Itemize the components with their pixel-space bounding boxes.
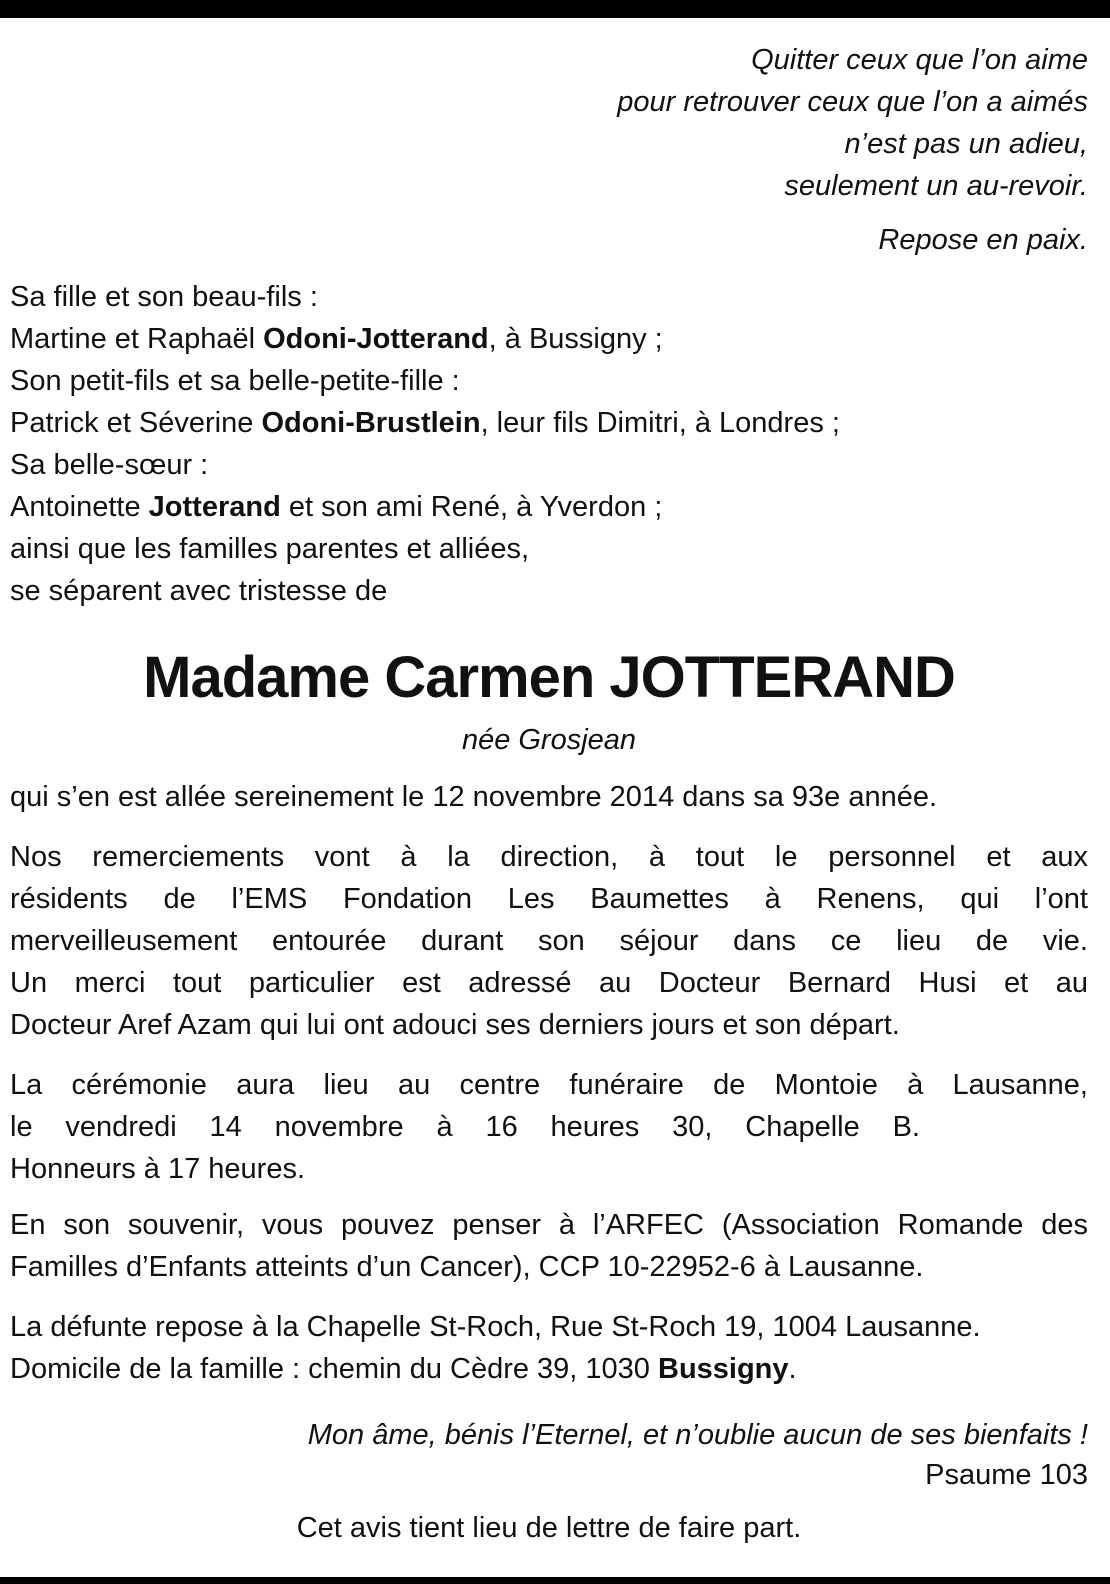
family-line [10, 276, 1088, 318]
family-surname: Jotterand [148, 491, 281, 523]
poem [10, 39, 1088, 207]
repose-text: Repose en paix. [878, 224, 1088, 256]
family-line [10, 318, 1088, 360]
donation-line: En son souvenir, vous pouvez penser à l’ARFEC (Association Romande des [10, 1209, 1088, 1241]
family-line [10, 528, 1088, 570]
bottom-border [0, 1577, 1110, 1584]
ceremony-line: La cérémonie aura lieu au centre funéraire de Montoie à Lausanne, [10, 1069, 1088, 1101]
family-text: ainsi que les familles parentes et alliées, [10, 533, 530, 565]
thanks-line: résidents de l’EMS Fondation Les Baumettes à Renens, qui l’ont [10, 883, 1088, 915]
thanks-line: Docteur Aref Azam qui lui ont adouci ses derniers jours et son départ. [10, 1009, 900, 1041]
address-end: . [788, 1353, 797, 1385]
address-paragraph [10, 1306, 1088, 1390]
thanks-line: merveilleusement entourée durant son séjour dans ce lieu de vie. [10, 925, 1088, 957]
family-line [10, 570, 1088, 612]
family-text: se séparent avec tristesse de [10, 575, 388, 607]
closing-note: Cet avis tient lieu de lettre de faire part. [296, 1512, 802, 1544]
family-text: Sa belle-sœur : [10, 449, 209, 481]
poem-line: pour retrouver ceux que l’on a aimés [617, 86, 1088, 118]
thanks-line: Nos remerciements vont à la direction, à tout le personnel et aux [10, 841, 1088, 873]
ceremony-paragraph [10, 1064, 1088, 1190]
family-text: Son petit-fils et sa belle-petite-fille : [10, 365, 460, 397]
address-town: Bussigny [658, 1353, 789, 1385]
family-text: , leur fils Dimitri, à Londres ; [480, 407, 840, 439]
family-surname: Odoni-Jotterand [263, 323, 489, 355]
family-line [10, 444, 1088, 486]
poem-line: seulement un au-revoir. [784, 170, 1088, 202]
family-text: , à Bussigny ; [488, 323, 663, 355]
family-text: Sa fille et son beau-fils : [10, 281, 318, 313]
ceremony-line: le vendredi 14 novembre à 16 heures 30, Chapelle B. [10, 1111, 920, 1143]
thanks-paragraph [10, 836, 1088, 1046]
top-border [0, 0, 1110, 18]
family-text: Antoinette [10, 491, 149, 523]
family-line [10, 402, 1088, 444]
verse: Mon âme, bénis l’Eternel, et n’oublie aucun de ses bienfaits ! [307, 1419, 1088, 1451]
family-line [10, 360, 1088, 402]
poem-line: Quitter ceux que l’on aime [751, 44, 1088, 76]
address-text: Domicile de la famille : chemin du Cèdre 39, 1030 [10, 1353, 658, 1385]
passing-text: qui s’en est allée sereinement le 12 novembre 2014 dans sa 93e année. [10, 781, 938, 813]
family-text: et son ami René, à Yverdon ; [280, 491, 663, 523]
donation-line: Familles d’Enfants atteints d’un Cancer), CCP 10-22952-6 à Lausanne. [10, 1251, 924, 1283]
family-line [10, 486, 1088, 528]
family-list [10, 276, 1088, 612]
poem-line: n’est pas un adieu, [844, 128, 1088, 160]
maiden-name: née Grosjean [461, 724, 637, 756]
verse-reference: Psaume 103 [925, 1459, 1088, 1491]
address-line [10, 1348, 1088, 1390]
deceased-name: Madame Carmen JOTTERAND [143, 645, 955, 710]
address-line: La défunte repose à la Chapelle St-Roch, Rue St-Roch 19, 1004 Lausanne. [10, 1311, 981, 1343]
family-surname: Odoni-Brustlein [261, 407, 481, 439]
family-text: Patrick et Séverine [10, 407, 262, 439]
ceremony-line: Honneurs à 17 heures. [10, 1153, 306, 1185]
family-text: Martine et Raphaël [10, 323, 264, 355]
donation-paragraph [10, 1204, 1088, 1288]
thanks-line: Un merci tout particulier est adressé au Docteur Bernard Husi et au [10, 967, 1088, 999]
